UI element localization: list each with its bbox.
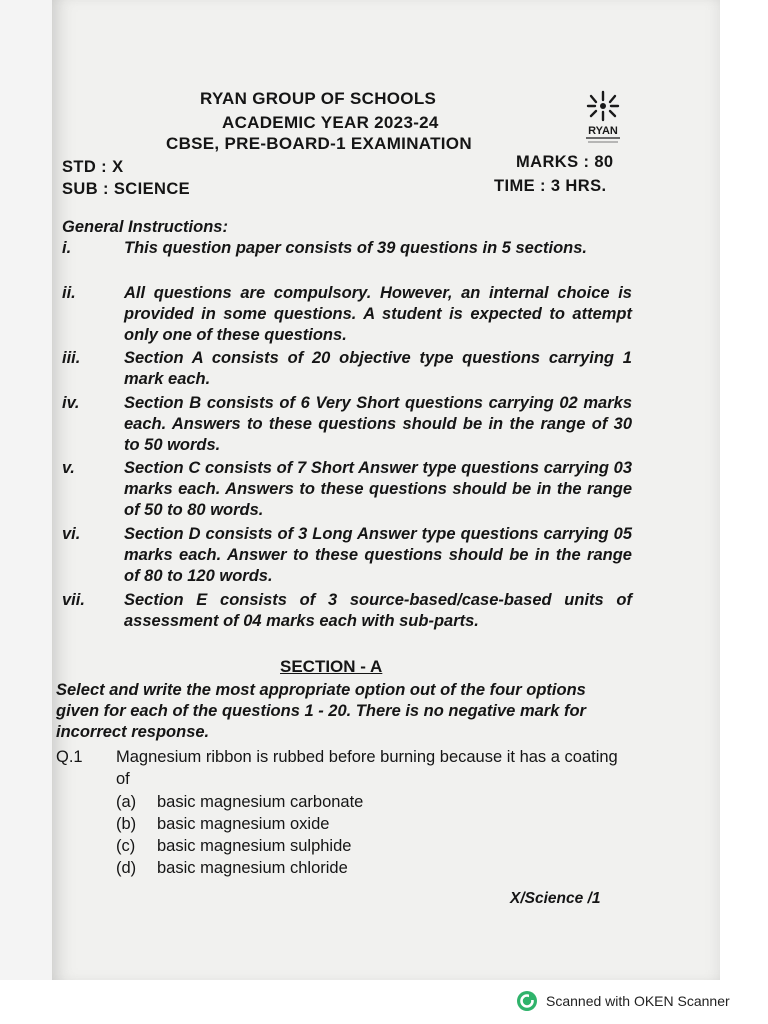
instruction-text: Section E consists of 3 source-based/case-based units of assessment of 04 marks each with sub-parts.	[124, 591, 632, 630]
instruction-item	[62, 590, 632, 632]
instruction-number: v.	[62, 459, 75, 477]
option-label: (a)	[116, 793, 137, 811]
instruction-text: This question paper consists of 39 questions in 5 sections.	[124, 239, 588, 257]
time-label: TIME : 3 HRS.	[494, 177, 607, 195]
subject-label: SUB : SCIENCE	[62, 180, 191, 198]
option-label: (b)	[116, 815, 137, 833]
instruction-item	[62, 393, 632, 456]
instruction-item	[62, 283, 632, 346]
option-text: basic magnesium oxide	[157, 815, 330, 833]
instruction-number: vii.	[62, 591, 85, 609]
option-label: (d)	[116, 859, 137, 877]
instruction-number: iii.	[62, 349, 81, 367]
marks-label: MARKS : 80	[516, 153, 614, 171]
academic-year: ACADEMIC YEAR 2023-24	[222, 113, 439, 132]
instruction-item	[62, 524, 632, 587]
option-text: basic magnesium carbonate	[157, 793, 364, 811]
instruction-text: Section B consists of 6 Very Short questions carrying 02 marks each. Answers to these questions should be in the range of 30 to 50 words.	[124, 394, 632, 454]
logo-text: RYAN	[588, 125, 618, 137]
scan-margin	[0, 0, 52, 980]
option-label: (c)	[116, 837, 136, 855]
scanner-watermark	[516, 990, 730, 1012]
section-a-title: SECTION - A	[280, 657, 383, 676]
instructions-title: General Instructions:	[62, 218, 228, 236]
instruction-item	[62, 238, 632, 280]
instruction-item	[62, 458, 632, 521]
instruction-number: ii.	[62, 284, 76, 302]
option-text: basic magnesium sulphide	[157, 837, 352, 855]
question-text: Magnesium ribbon is rubbed before burning because it has a coating of	[116, 748, 618, 788]
instruction-number: iv.	[62, 394, 80, 412]
instruction-number: vi.	[62, 525, 81, 543]
instruction-item	[62, 348, 632, 390]
ryan-logo-icon	[578, 88, 628, 150]
scanner-logo-icon	[516, 990, 538, 1012]
instruction-text: Section C consists of 7 Short Answer type questions carrying 03 marks each. Answers to these questions should be in the range of 50 to 80 words.	[124, 459, 632, 519]
std-label: STD : X	[62, 158, 124, 176]
option-text: basic magnesium chloride	[157, 859, 348, 877]
exam-title: CBSE, PRE-BOARD-1 EXAMINATION	[166, 134, 472, 153]
instruction-text: All questions are compulsory. However, an internal choice is provided in some questions. A student is expected to attempt only one of these questions.	[124, 284, 632, 344]
instruction-text: Section A consists of 20 objective type questions carrying 1 mark each.	[124, 349, 632, 388]
instruction-text: Section D consists of 3 Long Answer type questions carrying 05 marks each. Answer to these questions should be in the range of 80 to 120 words.	[124, 525, 632, 585]
scanner-text: Scanned with OKEN Scanner	[546, 993, 730, 1009]
school-name: RYAN GROUP OF SCHOOLS	[200, 89, 437, 108]
instruction-number: i.	[62, 239, 72, 257]
section-a-instruction: Select and write the most appropriate option out of the four options given for each of the questions 1 - 20. There is no negative mark for incorrect response.	[56, 681, 586, 741]
page-reference: X/Science /1	[510, 890, 601, 907]
question-number: Q.1	[56, 748, 83, 766]
